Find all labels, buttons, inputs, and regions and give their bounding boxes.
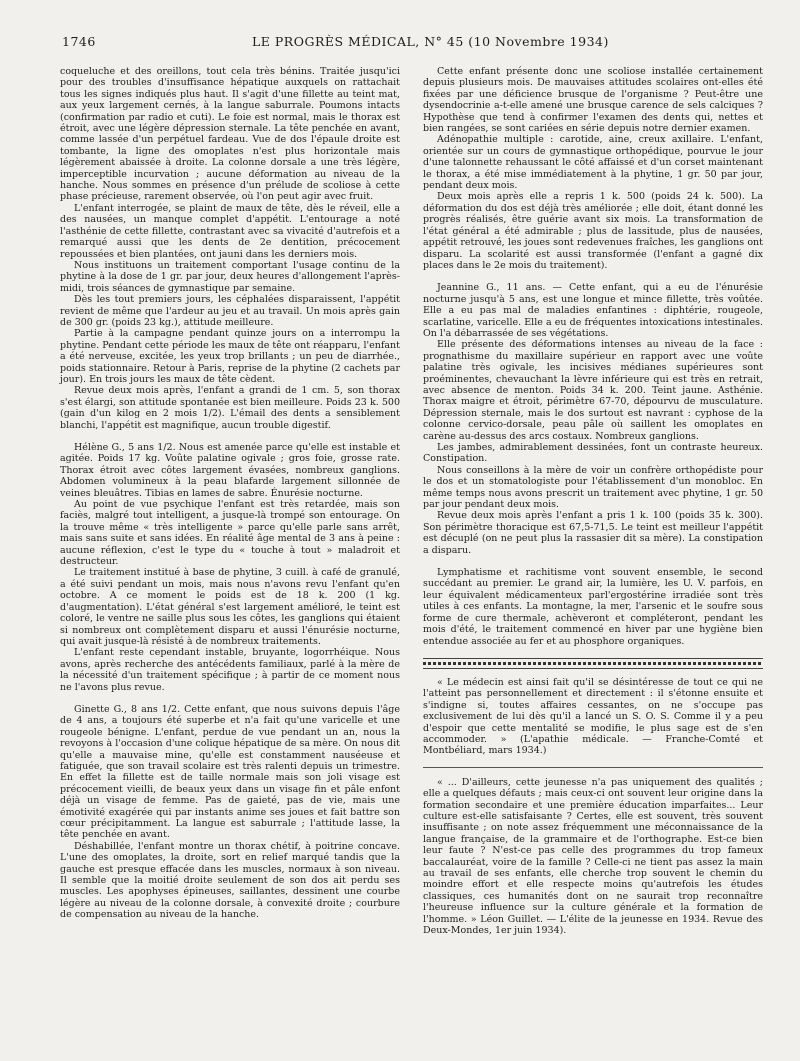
paragraph: Hélène G., 5 ans 1/2. Nous est amenée parce qu'elle est instable et agitée. Poids 17 kg. Voûte palatine ogivale ; gros foie, grosse rate. Thorax étroit avec côtes largement évasées, nombreux ganglions. Abdomen volumineux à la peau blafarde largement sillonnée de veines bleuâtres. Tibias en lames de sabre. Énurésie nocturne. bbox=[60, 442, 400, 499]
paragraph: Revue deux mois après l'enfant a pris 1 k. 100 (poids 35 k. 300). Son périmètre thoracique est 67,5-71,5. Le teint est meilleur l'appétit est décuplé (on ne peut plus la rassasier dit sa mère). La constipation a disparu. bbox=[423, 510, 763, 556]
paragraph: Nous conseillons à la mère de voir un confrère orthopédiste pour le dos et un stomatologiste pour l'établissement d'un monobloc. En même temps nous avons prescrit un traitement avec phytine, 1 gr. 50 par jour pendant deux mois. bbox=[423, 464, 763, 511]
paragraph: Revue deux mois après, l'enfant a grandi de 1 cm. 5, son thorax s'est élargi, son attitude spontanée est bien meilleure. Poids 23 k. 500 (gain d'un kilog en 2 mois 1/2). L'émail des dents a sensiblement blanchi, l'appétit est magnifique, aucun trouble digestif. bbox=[60, 385, 400, 431]
paragraph: Adénopathie multiple : carotide, aine, creux axillaire. L'enfant, orientée sur un cours de gymnastique orthopédique, pourvue le jour d'une talonnette rehaussant le côté affaissé et d'un corset maintenant le thorax, a été mise immédiatement à la phytine, 1 gr. 50 par jour, pendant deux mois. bbox=[423, 134, 763, 192]
paragraph: Jeannine G., 11 ans. — Cette enfant, qui a eu de l'énurésie nocturne jusqu'à 5 ans, est une longue et mince fillette, très voûtée. Elle a eu pas mal de maladies enfantines : diphtérie, rougeole, scarlatine, varicelle. Elle a eu de fréquentes intoxications intestinales. On l'a débarrassée de ses végétations. bbox=[423, 282, 763, 339]
paragraph: L'enfant interrogée, se plaint de maux de tête, dès le réveil, elle a des nausées, un manque complet d'appétit. L'entourage a noté l'asthénie de cette fillette, contrastant avec sa vivacité d'autrefois et a remarqué aussi que les dents de 2e dentition, précocement repoussées et bien plantées, ont jauni dans les derniers mois. bbox=[60, 202, 400, 260]
paragraph: Au point de vue psychique l'enfant est très retardée, mais son faciès, malgré tout intelligent, a jusque-là trompé son entourage. On la trouve même « très intelligente » parce qu'elle parle sans arrêt, mais sans suite et sans idées. En réalité âge mental de 3 ans à peine : aucune réflexion, c'est le type du « touche à tout » maladroit et destructeur. bbox=[60, 499, 400, 568]
paragraph: Ginette G., 8 ans 1/2. Cette enfant, que nous suivons depuis l'âge de 4 ans, a toujours été superbe et n'a fait qu'une varicelle et une rougeole bénigne. L'enfant, perdue de vue pendant un an, nous la revoyons à l'occasion d'une colique hépatique de sa mère. On nous dit qu'elle a mauvaise mine, qu'elle est constamment nauséeuse et fatiguée, que son travail scolaire est très ralenti depuis un trimestre. En effet la fillette est de taille normale mais son joli visage est précocement vieilli, de beaux yeux dans un visage fin et pâle enfont déjà un visage de femme. Pas de gaieté, pas de vie, mais une émotivité exagérée qui par instants anime ses joues et fait battre son cœur précipitamment. La langue est saburrale ; l'attitude lasse, la tête penchée en avant. bbox=[60, 703, 400, 841]
paragraph: coqueluche et des oreillons, tout cela très bénins. Traitée jusqu'ici pour des troubles d'insuffisance hépatique auxquels on rattachait tous les signes indiqués plus haut. Il s'agit d'une fillette au teint mat, aux yeux largement cernés, à la langue saburrale. Poumons intacts (confirmation par radio et cuti). Le foie est normal, mais le thorax est étroit, avec une légère dépression sternale. La tête penchée en avant, comme lassée d'un perpétuel fardeau. Vue de dos l'épaule droite est tombante, la ligne des omoplates n'est plus horizontale mais légèrement abaissée à droite. La colonne dorsale a une très légère, imperceptible incurvation ; aucune déformation au niveau de la hanche. Nous sommes en présence d'un prélude de scoliose à cette phase précieuse, rarement observée, où l'on peut agir avec fruit. bbox=[60, 66, 400, 203]
running-header bbox=[62, 34, 767, 52]
paragraph: L'enfant reste cependant instable, bruyante, logorrhéique. Nous avons, après recherche des antécédents familiaux, parlé à la mère de la nécessité d'un traitement spécifique ; à partir de ce moment nous ne l'avons plus revue. bbox=[60, 647, 400, 693]
divider-rule bbox=[423, 767, 763, 768]
quote-block bbox=[423, 777, 763, 937]
paragraph: Les jambes, admirablement dessinées, font un contraste heureux. Constipation. bbox=[423, 442, 763, 465]
paragraph: Partie à la campagne pendant quinze jours on a interrompu la phytine. Pendant cette période les maux de tête ont réapparu, l'enfant a été nerveuse, excitée, les yeux trop brillants ; un peu de diarrhée., poids stationnaire. Retour à Paris, reprise de la phytine (2 cachets par jour). En trois jours les maux de tête cèdent. bbox=[60, 328, 400, 385]
quote-paragraph: « Le médecin est ainsi fait qu'il se désintéresse de tout ce qui ne l'atteint pas personnellement et directement : il s'étonne ensuite et s'indigne si, toutes affaires cessantes, on ne s'occupe pas exclusivement de lui dès qu'il a lancé un S. O. S. Comme il y a peu d'espoir que cette mentalité se modifie, le plus sage est de s'en accommoder. » (L'apathie médicale. — Franche-Comté et Montbéliard, mars 1934.) bbox=[423, 676, 763, 757]
paragraph: Dès les tout premiers jours, les céphalées disparaissent, l'appétit revient de même que l'ardeur au jeu et au travail. Un mois après gain de 300 gr. (poids 23 kg.), attitude meilleure. bbox=[60, 294, 400, 328]
ornamental-separator bbox=[423, 658, 763, 669]
quote-paragraph: « ... D'ailleurs, cette jeunesse n'a pas uniquement des qualités ; elle a quelques défauts ; mais ceux-ci ont souvent leur origine dans la formation secondaire et une première éducation imparfaites... Leur culture est-elle satisfaisante ? Certes, elle est souvent, très souvent insuffisante ; on note assez fréquemment une méconnaissance de la langue française, de la grammaire et de l'orthographe. Est-ce bien leur faute ? N'est-ce pas celle des programmes du trop fameux baccalauréat, voire de la famille ? Celle-ci ne tient pas assez la main au travail de ses enfants, elle cherche trop souvent le chemin du moindre effort et elle respecte moins qu'autrefois les études classiques, ces humanités dont on ne saurait trop reconnaître l'heureuse influence sur la culture générale et la formation de l'homme. » Léon Guillet. — L'élite de la jeunesse en 1934. Revue des Deux-Mondes, 1er juin 1934). bbox=[423, 776, 763, 937]
running-title: LE PROGRÈS MÉDICAL, N° 45 (10 Novembre 1934) bbox=[252, 34, 609, 49]
paragraph: Déshabillée, l'enfant montre un thorax chétif, à poitrine concave. L'une des omoplates, la droite, sort en relief marqué tandis que la gauche est presque effacée dans les muscles, normaux à son niveau. Il semble que la moitié droite seulement de son dos ait perdu ses muscles. Les apophyses épineuses, saillantes, dessinent une courbe légère au niveau de la colonne dorsale, à convexité droite ; courbure de compensation au niveau de la hanche. bbox=[60, 840, 400, 921]
paragraph: Elle présente des déformations intenses au niveau de la face : prognathisme du maxillaire supérieur en rapport avec une voûte palatine très ogivale, les incisives médianes supérieures sont proéminentes, chevauchant la lèvre inférieure qui est très en retrait, avec absence de menton. Poids 34 k. 200. Teint jaune. Asthénie. Thorax maigre et étroit, périmètre 67-70, dépourvu de musculature. Dépression sternale, mais le dos surtout est navrant : cyphose de la colonne cervico-dorsale, peau pâle où saillent les omoplates en carène au-dessus des arcs costaux. Nombreux ganglions. bbox=[423, 339, 763, 442]
page-number: 1746 bbox=[62, 34, 96, 49]
paragraph: Cette enfant présente donc une scoliose installée certainement depuis plusieurs mois. De mauvaises attitudes scolaires ont-elles été fixées par une déficience brusque de l'organisme ? Peut-être une dysendocrinie a-t-elle amené une brusque carence de sels calciques ? Hypothèse que tend à confirmer l'examen des dents qui, nettes et bien rangées, se sont cariées en série depuis notre dernier examen. bbox=[423, 66, 763, 135]
paragraph: Le traitement institué à base de phytine, 3 cuill. à café de granulé, a été suivi pendant un mois, mais nous n'avons revu l'enfant qu'en octobre. A ce moment le poids est de 18 k. 200 (1 kg. d'augmentation). L'état général s'est largement amélioré, le teint est coloré, le ventre ne saille plus sous les côtes, les ganglions qui étaient si nombreux ont complètement disparu et aussi l'énurésie nocturne, qui avait jusque-là résisté à de nombreux traitements. bbox=[60, 567, 400, 647]
quote-block bbox=[423, 677, 763, 757]
right-column bbox=[423, 66, 763, 936]
left-column bbox=[60, 66, 400, 921]
paragraph: Deux mois après elle a repris 1 k. 500 (poids 24 k. 500). La déformation du dos est déjà très améliorée ; elle doit, étant donné les progrès réalisés, être guérie avant six mois. La transformation de l'état général a été admirable ; plus de lassitude, plus de nausées, appétit retrouvé, les joues sont redevenues fraîches, les ganglions ont disparu. La scolarité est aussi transformée (l'enfant a gagné dix places dans le 2e mois du traitement). bbox=[423, 191, 763, 271]
paragraph: Lymphatisme et rachitisme vont souvent ensemble, le second succédant au premier. Le grand air, la lumière, les U. V. parfois, en leur équivalent médicamenteux parl'ergostérine irradiée sont très utiles à ces enfants. La montagne, la mer, l'arsenic et le soufre sous forme de cure thermale, achèveront et compléteront, pendant les mois d'été, le traitement commencé en hiver par une hygiène bien entendue associée au fer et au phosphore organiques. bbox=[423, 567, 763, 647]
paragraph: Nous instituons un traitement comportant l'usage continu de la phytine à la dose de 1 gr. par jour, deux heures d'allongement l'après-midi, trois séances de gymnastique par semaine. bbox=[60, 259, 400, 294]
